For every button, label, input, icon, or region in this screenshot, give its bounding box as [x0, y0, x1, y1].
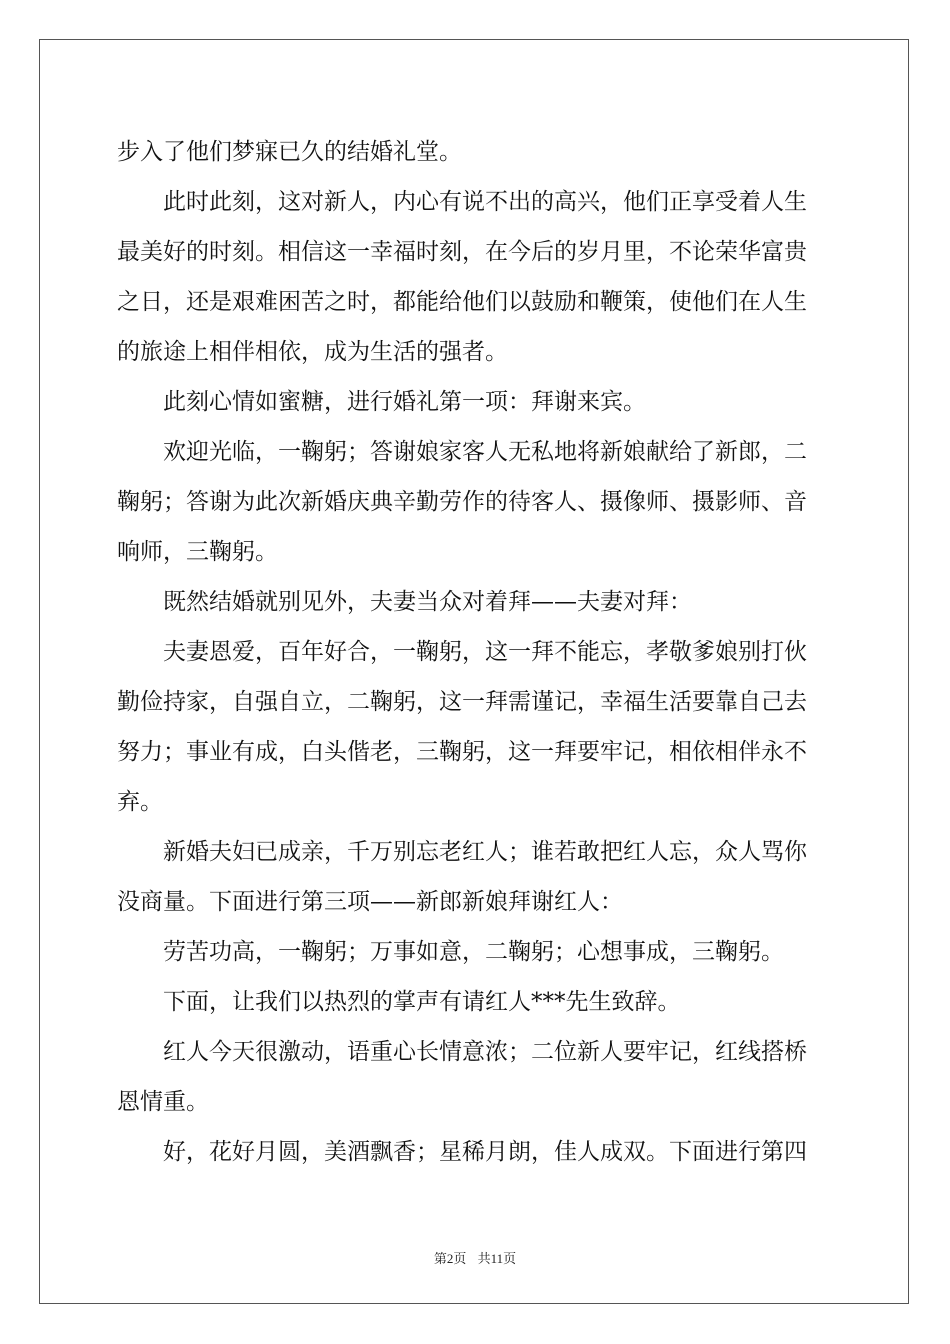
text-line: 此刻心情如蜜糖，进行婚礼第一项：拜谢来宾。	[117, 389, 646, 415]
page-number: 第2页	[433, 1251, 467, 1266]
text-line: 响师，三鞠躬。	[117, 539, 278, 565]
text-line: 劳苦功高，一鞠躬；万事如意，二鞠躬；心想事成，三鞠躬。	[117, 939, 784, 965]
text-line: 步入了他们梦寐已久的结婚礼堂。	[117, 139, 462, 165]
text-line: 既然结婚就别见外，夫妻当众对着拜——夫妻对拜：	[117, 589, 692, 615]
text-line: 努力；事业有成，白头偕老，三鞠躬，这一拜要牢记，相依相伴永不	[117, 739, 807, 765]
text-line: 弃。	[117, 789, 163, 815]
text-line: 勤俭持家，自强自立，二鞠躬，这一拜需谨记，幸福生活要靠自己去	[117, 689, 807, 715]
text-line: 好，花好月圆，美酒飘香；星稀月朗，佳人成双。下面进行第四	[117, 1139, 807, 1165]
text-line: 鞠躬；答谢为此次新婚庆典辛勤劳作的待客人、摄像师、摄影师、音	[117, 489, 807, 515]
text-line: 下面，让我们以热烈的掌声有请红人***先生致辞。	[117, 989, 681, 1015]
text-line: 欢迎光临，一鞠躬；答谢娘家客人无私地将新娘献给了新郎，二	[117, 439, 807, 465]
page-footer	[0, 1248, 950, 1267]
text-line: 最美好的时刻。相信这一幸福时刻，在今后的岁月里，不论荣华富贵	[117, 239, 807, 265]
text-line: 红人今天很激动，语重心长情意浓；二位新人要牢记，红线搭桥	[117, 1039, 807, 1065]
text-line: 的旅途上相伴相依，成为生活的强者。	[117, 339, 508, 365]
document-body	[117, 127, 833, 1177]
text-line: 夫妻恩爱，百年好合，一鞠躬，这一拜不能忘，孝敬爹娘别打伙	[117, 639, 807, 665]
text-line: 此时此刻，这对新人，内心有说不出的高兴，他们正享受着人生	[117, 189, 807, 215]
text-line: 恩情重。	[117, 1089, 209, 1115]
text-line: 没商量。下面进行第三项——新郎新娘拜谢红人：	[117, 889, 623, 915]
text-line: 之日，还是艰难困苦之时，都能给他们以鼓励和鞭策，使他们在人生	[117, 289, 807, 315]
page-total: 共11页	[477, 1251, 517, 1266]
text-line: 新婚夫妇已成亲，千万别忘老红人；谁若敢把红人忘，众人骂你	[117, 839, 807, 865]
